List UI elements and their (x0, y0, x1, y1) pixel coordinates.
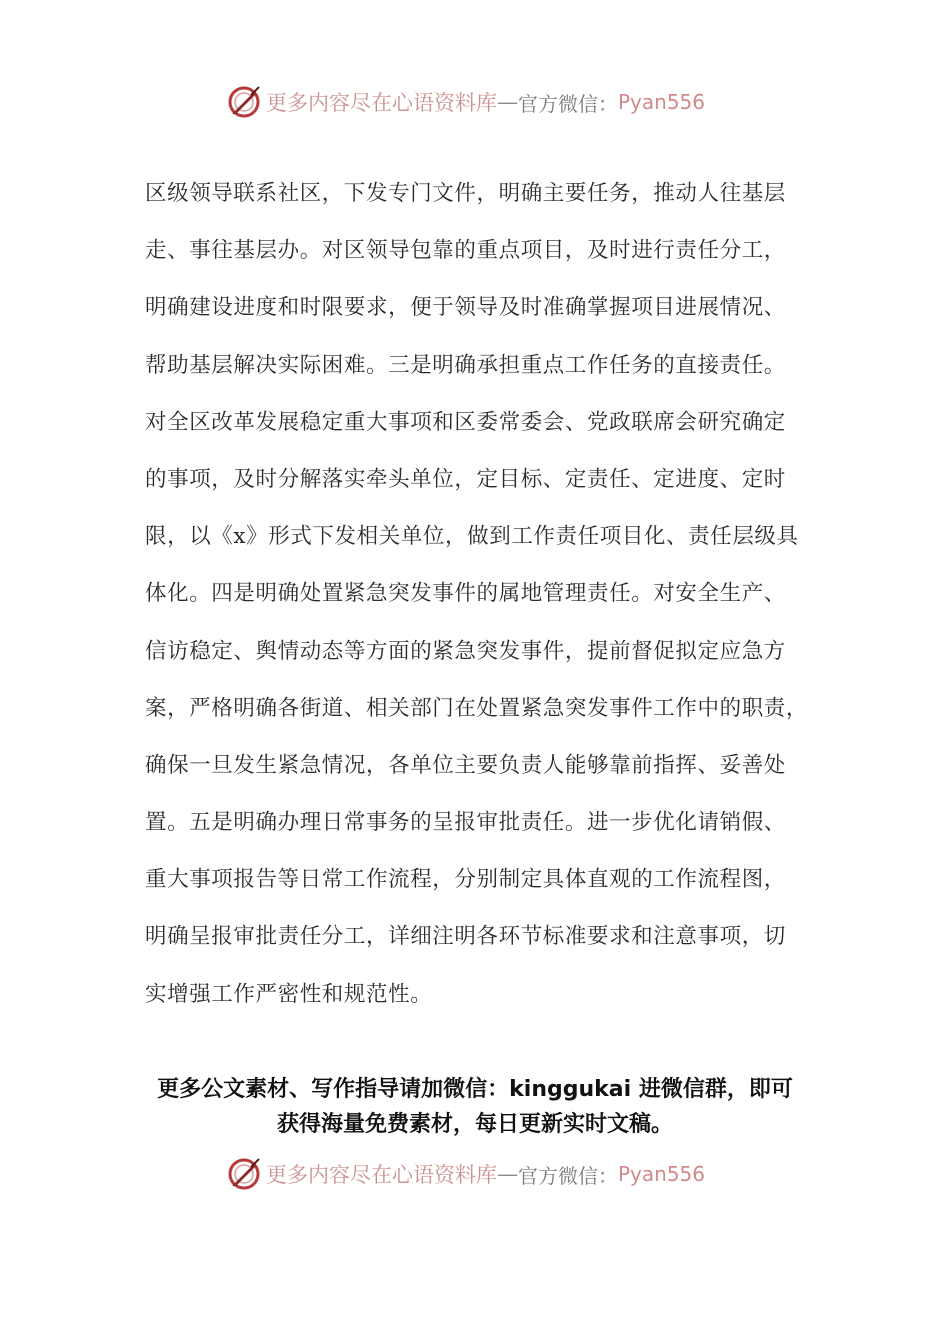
body-line: 重大事项报告等日常工作流程，分别制定具体直观的工作流程图， (145, 867, 786, 893)
header-banner (0, 80, 950, 124)
banner-wechat-label: 官方微信： (518, 1163, 618, 1188)
body-line: 案，严格明确各街道、相关部门在处置紧急突发事件工作中的职责， (145, 695, 809, 721)
body-line: 帮助基层解决实际困难。三是明确承担重点工作任务的直接责任。 (145, 352, 786, 378)
footer-banner-content (226, 1152, 705, 1196)
body-line: 对全区改革发展稳定重大事项和区委常委会、党政联席会研究确定 (145, 409, 786, 435)
banner-title: 更多内容尽在心语资料库 (266, 1163, 497, 1187)
banner-title: 更多内容尽在心语资料库 (266, 91, 497, 115)
body-line: 明确建设进度和时限要求，便于领导及时准确掌握项目进展情况、 (145, 295, 786, 321)
banner-dash: — (497, 90, 518, 114)
body-line: 置。五是明确办理日常事务的呈报审批责任。进一步优化请销假、 (145, 810, 786, 836)
body-line: 的事项，及时分解落实牵头单位，定目标、定责任、定进度、定时 (145, 466, 786, 492)
body-line: 区级领导联系社区，下发专门文件，明确主要任务，推动人往基层 (145, 181, 786, 206)
body-line: 限，以《x》形式下发相关单位，做到工作责任项目化、责任层级具 (145, 524, 799, 550)
banner-dash: — (497, 1162, 518, 1186)
pen-circle-logo-icon (226, 84, 262, 120)
document-body (145, 170, 810, 1028)
banner-wechat-id: Pyan556 (618, 1162, 706, 1186)
body-line: 信访稳定、舆情动态等方面的紧急突发事件，提前督促拟定应急方 (145, 638, 786, 664)
body-line: 体化。四是明确处置紧急突发事件的属地管理责任。对安全生产、 (145, 581, 786, 607)
body-line: 实增强工作严密性和规范性。 (145, 981, 433, 1007)
promo-line-1: 更多公文素材、写作指导请加微信：kinggukai 进微信群，即可 (157, 1077, 793, 1102)
footer-banner (0, 1152, 950, 1196)
banner-wechat-id: Pyan556 (618, 90, 706, 114)
banner-wechat-label: 官方微信： (518, 91, 618, 116)
promo-notice (0, 1072, 950, 1142)
body-line: 走、事往基层办。对区领导包靠的重点项目，及时进行责任分工， (145, 238, 786, 264)
body-line: 明确呈报审批责任分工，详细注明各环节标准要求和注意事项，切 (145, 924, 786, 950)
pen-circle-logo-icon (226, 1156, 262, 1192)
promo-line-2: 获得海量免费素材，每日更新实时文稿。 (276, 1112, 673, 1137)
body-line: 确保一旦发生紧急情况，各单位主要负责人能够靠前指挥、妥善处 (145, 752, 786, 778)
header-banner-content (226, 80, 705, 124)
